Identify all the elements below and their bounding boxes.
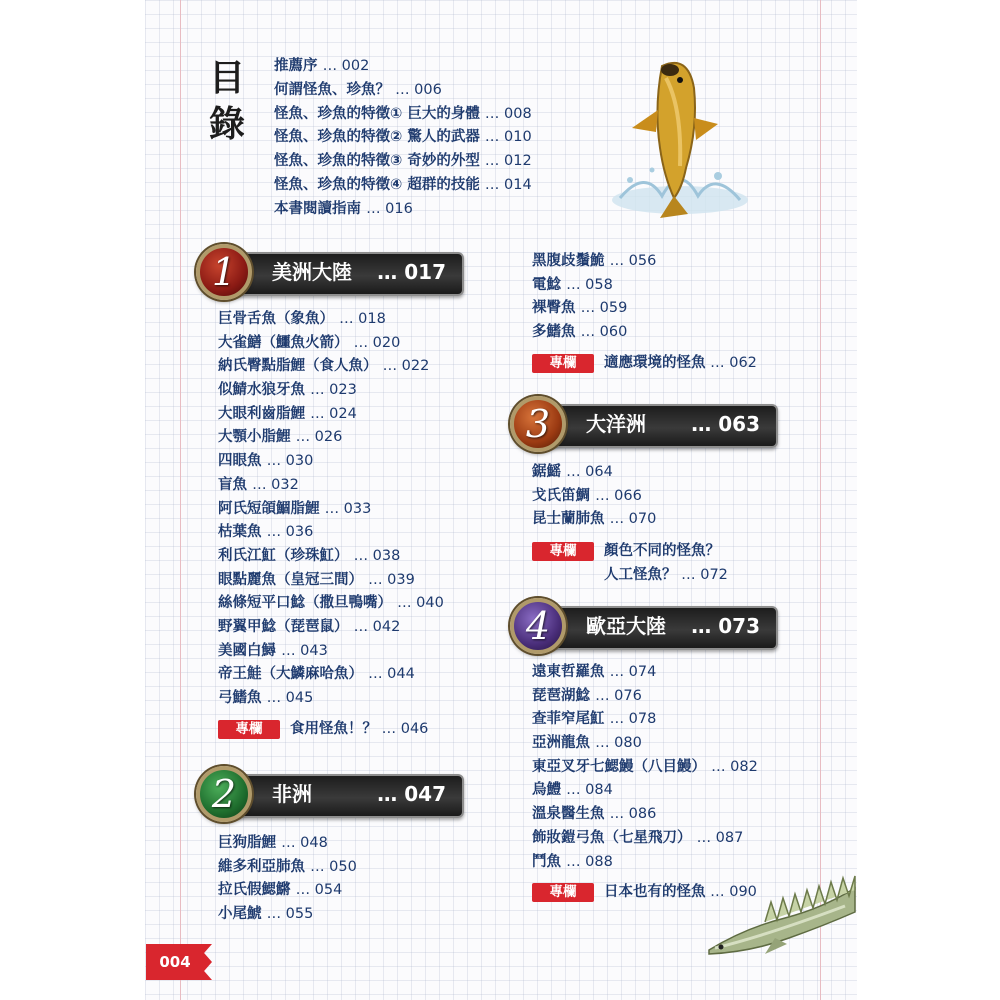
section-page: … 063 [691,412,760,436]
section-title: 非洲 [272,782,312,806]
list-item[interactable]: 電鯰 … 058 [532,276,613,293]
jumping-fish-illustration [590,48,755,223]
section-page: … 073 [691,614,760,638]
list-item[interactable]: 大眼利齒脂鯉 … 024 [218,405,357,422]
toc-entry[interactable]: 怪魚、珍魚的特徵① 巨大的身體 … 008 [274,105,532,122]
section-page: … 017 [377,260,446,284]
column-badge: 專欄 [532,542,594,561]
list-item[interactable]: 小尾鯱 … 055 [218,906,314,923]
list-item[interactable]: 眼點麗魚（皇冠三間） … 039 [218,571,415,588]
list-item[interactable]: 美國白鱘 … 043 [218,642,328,659]
list-item[interactable]: 大顎小脂鯉 … 026 [218,429,343,446]
list-item[interactable]: 亞洲龍魚 … 080 [532,735,642,752]
list-item[interactable]: 巨狗脂鯉 … 048 [218,835,328,851]
list-item[interactable]: 查菲窄尾魟 … 078 [532,711,657,728]
america-list [218,308,444,711]
list-item[interactable]: 戈氏笛鯛 … 066 [532,487,642,504]
list-item[interactable]: 野翼甲鯰（琵琶鼠） … 042 [218,618,401,635]
column-entry[interactable]: 專欄 日本也有的怪魚 … 090 [532,880,757,904]
list-item[interactable]: 阿氏短頜鯝脂鯉 … 033 [218,500,372,517]
section-number: 3 [525,402,551,446]
column-entry-continued[interactable]: 人工怪魚？ … 072 [604,567,728,583]
section-page: … 047 [377,782,446,806]
column-badge: 專欄 [532,354,594,373]
column-entry[interactable]: 專欄 食用怪魚！？ … 046 [218,717,428,741]
list-item[interactable]: 溫泉醫生魚 … 086 [532,806,657,823]
section-title: 大洋洲 [586,412,646,436]
section-banner-america[interactable] [196,244,464,302]
section-banner-africa[interactable] [196,766,464,824]
list-item[interactable]: 盲魚 … 032 [218,476,299,493]
list-item[interactable]: 多鰭魚 … 060 [532,324,628,341]
list-item[interactable]: 琵琶湖鯰 … 076 [532,687,642,704]
africa-list [218,832,357,927]
section-number: 2 [211,772,237,816]
toc-entry[interactable]: 推薦序 … 002 [274,58,370,74]
list-item[interactable]: 鋸鰩 … 064 [532,464,613,480]
list-item[interactable]: 飾妝鎧弓魚（七星飛刀） … 087 [532,829,744,846]
list-item[interactable]: 弓鰭魚 … 045 [218,690,314,706]
column-badge: 專欄 [218,720,280,739]
eurasia-list [532,661,758,874]
section-banner-oceania[interactable] [510,396,778,454]
toc-entry[interactable]: 本書閱讀指南 … 016 [274,200,413,217]
list-item[interactable]: 絲條短平口鯰（撒旦鴨嘴） … 040 [218,595,444,612]
africa-list-continued [532,250,656,345]
list-item[interactable]: 鬥魚 … 088 [532,853,613,870]
list-item[interactable]: 拉氏假鰓鱂 … 054 [218,882,343,899]
list-item[interactable]: 納氏臀點脂鯉（食人魚） … 022 [218,358,430,375]
margin-line-left [180,0,181,1000]
list-item[interactable]: 帝王鮭（大鱗麻哈魚） … 044 [218,666,415,683]
list-item[interactable]: 利氏江魟（珍珠魟） … 038 [218,547,401,564]
list-item[interactable]: 大雀鱔（鱷魚火箭） … 020 [218,334,401,351]
section-number: 4 [525,604,551,648]
oceania-list [532,461,656,532]
section-banner-eurasia[interactable] [510,598,778,656]
list-item[interactable]: 似鯖水狼牙魚 … 023 [218,382,357,399]
column-entry[interactable]: 專欄 適應環境的怪魚 … 062 [532,351,757,375]
toc-entry[interactable]: 怪魚、珍魚的特徵③ 奇妙的外型 … 012 [274,153,532,170]
column-badge: 專欄 [532,883,594,902]
list-item[interactable]: 枯葉魚 … 036 [218,524,314,541]
list-item[interactable]: 遠東哲羅魚 … 074 [532,664,657,680]
toc-entry[interactable]: 何謂怪魚、珍魚？ … 006 [274,81,442,98]
toc-title: 目 錄 [208,58,245,145]
column-entry[interactable]: 專欄 顏色不同的怪魚？ [532,539,720,563]
list-item[interactable]: 四眼魚 … 030 [218,453,314,470]
list-item[interactable]: 黑腹歧鬚鮠 … 056 [532,253,657,269]
toc-entry[interactable]: 怪魚、珍魚的特徵④ 超群的技能 … 014 [274,176,532,193]
section-number: 1 [211,250,237,294]
page-number: 004 [159,953,191,971]
list-item[interactable]: 裸臀魚 … 059 [532,300,628,317]
toc-entry[interactable]: 怪魚、珍魚的特徵② 驚人的武器 … 010 [274,129,532,146]
margin-line-right [820,0,821,1000]
list-item[interactable]: 維多利亞肺魚 … 050 [218,858,357,875]
intro-list [274,55,532,222]
list-item[interactable]: 東亞叉牙七鰓鰻（八目鰻） … 082 [532,758,758,775]
list-item[interactable]: 巨骨舌魚（象魚） … 018 [218,311,386,327]
list-item[interactable]: 昆士蘭肺魚 … 070 [532,511,657,528]
section-title: 美洲大陸 [272,260,352,284]
list-item[interactable]: 烏鱧 … 084 [532,782,613,799]
bichir-fish-illustration [705,858,857,960]
section-title: 歐亞大陸 [586,614,666,638]
